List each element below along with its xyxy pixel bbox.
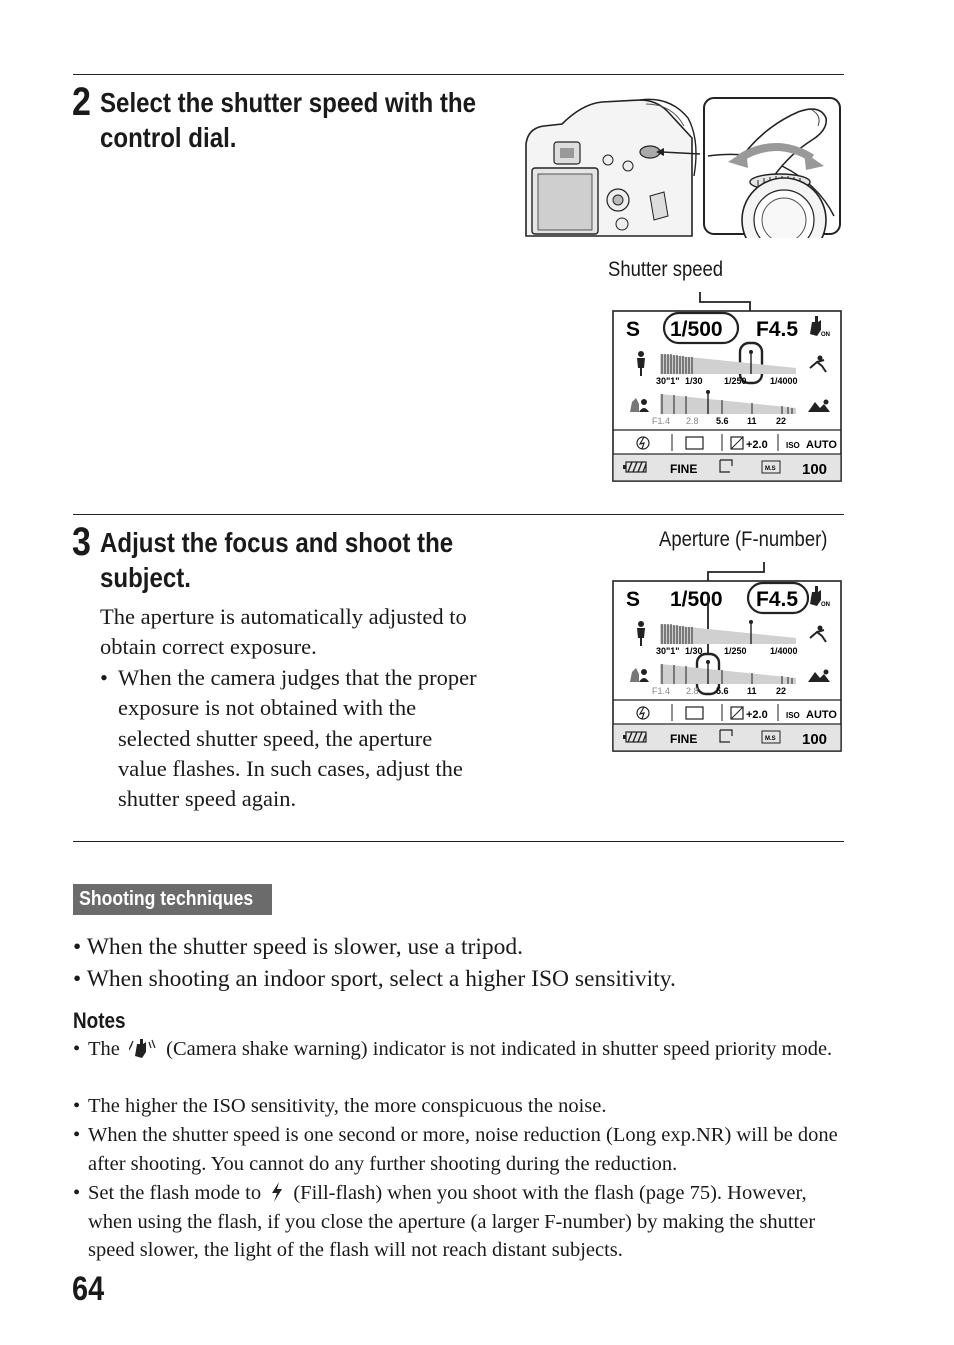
lcd2-ap-tick-1: 2.8 [686,686,699,696]
step3-para-line2: obtain correct exposure. [100,634,317,660]
note-4-post: (Fill-flash) when you shoot with the flash (page 75). However, when using the flash, if you close the aperture (a larger F-number) by making the shutter speed slower, the light of the flash will not reach distant subjects. [88,1182,816,1262]
tip-1: • When the shutter speed is slower, use a tripod. [73,934,523,960]
lcd2-ap-tick-3: 11 [747,686,757,696]
step3-bullet-line2: exposure is not obtained with the [118,695,417,721]
lcd2-shutter-tick-0: 30"1" [656,646,680,656]
step3-bullet [100,663,520,814]
step2-number: 2 [72,80,91,124]
lcd-display-shutter [612,286,844,484]
aperture-callout: Aperture (F-number) [659,528,828,551]
lcd2-card: M.S [765,736,776,742]
lcd2-iso-value: AUTO [806,709,837,721]
lcd2-ap-tick-2: 5.6 [716,686,729,696]
lcd-ap-tick-2: 5.6 [716,416,729,426]
tip-2-text: When shooting an indoor sport, select a higher ISO sensitivity. [86,966,676,992]
lcd-ap-tick-1: 2.8 [686,416,699,426]
lcd2-quality: FINE [670,732,698,746]
lcd-card: M.S [765,466,776,472]
lcd-shutter-tick-1: 1/30 [685,376,703,386]
lcd2-shake-on: ON [821,602,830,608]
lcd-display-aperture [612,554,844,754]
step3-bullet-symbol: • [100,665,108,690]
lcd-shutter-tick-0: 30"1" [656,376,680,386]
step3-bullet-line1: When the camera judges that the proper [118,665,477,690]
step2-heading-line1: Select the shutter speed with the [100,87,476,118]
lcd2-iso-label: ISO [786,711,800,720]
note-3: • When the shutter speed is one second or more, noise reduction (Long exp.NR) will be done after shooting. You cannot do any further shooting during the reduction. [73,1121,853,1178]
lcd-quality: FINE [670,462,698,476]
lcd2-aperture-value: F4.5 [756,588,799,611]
tip-2: • When shooting an indoor sport, select a higher ISO sensitivity. [73,966,676,992]
shooting-techniques-label: Shooting techniques [79,888,254,910]
top-rule [73,74,844,75]
camera-dial-illustration [522,96,844,238]
camera-shake-icon-inline [129,1038,157,1058]
lcd2-shutter-tick-1: 1/30 [685,646,703,656]
lcd-iso-value: AUTO [806,439,837,451]
note-4: • Set the flash mode to (Fill-flash) when you shoot with the flash (page 75). However, when using the flash, if you close the aperture (a larger F-number) by making the shutter speed slower, the light of the flash will not reach distant subjects. [73,1182,816,1262]
lcd-shake-on: ON [821,332,830,338]
page-number: 64 [72,1270,105,1308]
section-end-rule [73,841,844,842]
note-4-pre: Set the flash mode to [88,1182,262,1204]
notes-heading: Notes [73,1008,126,1033]
note-1-post: (Camera shake warning) indicator is not indicated in shutter speed priority mode. [166,1038,833,1060]
lcd2-ap-tick-0: F1.4 [652,686,671,696]
step3-para-line1: The aperture is automatically adjusted to [100,604,467,629]
lcd2-shutter-tick-2: 1/250 [724,646,747,656]
lcd2-shutter-tick-3: 1/4000 [770,646,798,656]
lcd-iso-label: ISO [786,441,800,450]
lcd-aperture-value: F4.5 [756,318,799,341]
note-1-pre: The [88,1038,120,1060]
lcd2-exp-comp: +2.0 [746,709,768,721]
lcd-mode: S [626,318,641,341]
lcd-ap-tick-3: 11 [747,416,757,426]
step3-paragraph [100,602,520,663]
step2-heading-line2: control dial. [100,122,237,153]
shooting-techniques-badge [73,884,272,915]
lcd-shutter-value: 1/500 [670,318,723,341]
lcd2-shots: 100 [802,731,828,748]
lcd2-ap-tick-4: 22 [776,686,787,696]
step3-heading-line1: Adjust the focus and shoot the [100,527,454,558]
note-2-text: The higher the ISO sensitivity, the more conspicuous the noise. [88,1095,607,1117]
lcd-shots: 100 [802,461,828,478]
step3-bullet-line5: shutter speed again. [118,786,297,812]
step3-heading-line2: subject. [100,562,191,593]
lcd2-mode: S [626,588,641,611]
note-3-text: When the shutter speed is one second or more, noise reduction (Long exp.NR) will be done after shooting. You cannot do any further shooting during the reduction. [88,1124,838,1175]
tip-1-text: When the shutter speed is slower, use a tripod. [86,934,523,960]
step3-number: 3 [72,520,91,564]
note-1: • The (Camera shake warning) indicator is not indicated in shutter speed priority mode. [73,1038,833,1060]
step3-bullet-line3: selected shutter speed, the aperture [118,725,433,751]
lcd-shutter-tick-3: 1/4000 [770,376,798,386]
shutter-speed-callout: Shutter speed [608,258,724,281]
lcd-ap-tick-0: F1.4 [652,416,671,426]
flash-icon [270,1182,284,1202]
note-2: • The higher the ISO sensitivity, the more conspicuous the noise. [73,1092,853,1121]
step3-rule [73,514,844,515]
step3-bullet-line4: value flashes. In such cases, adjust the [118,755,463,781]
lcd-shutter-tick-2: 1/250 [724,376,747,386]
lcd-exp-comp: +2.0 [746,439,768,451]
lcd-ap-tick-4: 22 [776,416,787,426]
lcd2-shutter-value: 1/500 [670,588,723,611]
